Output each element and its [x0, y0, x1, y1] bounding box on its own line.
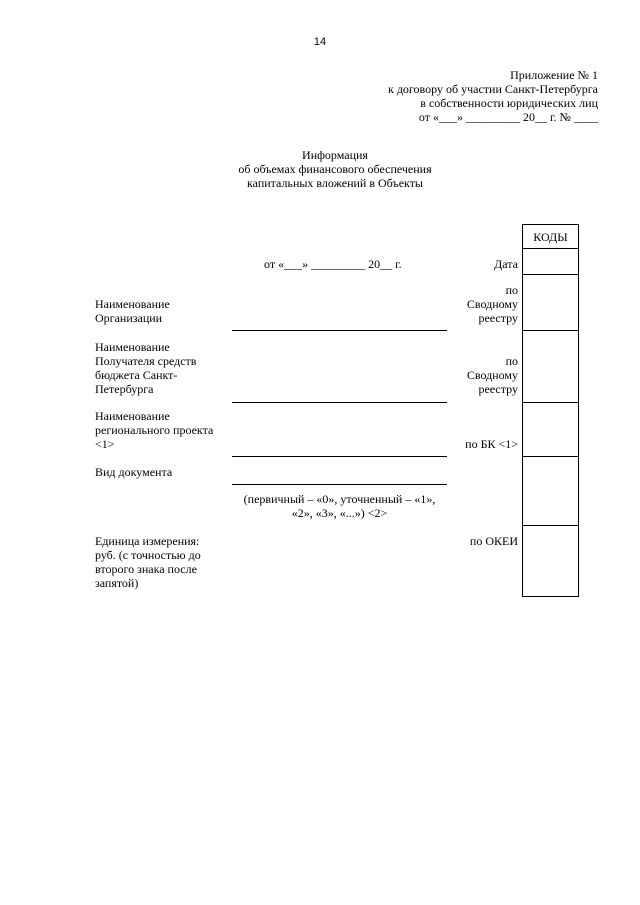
date-label: Дата: [494, 257, 518, 271]
unit-label: [95, 534, 235, 590]
doc-type-label: Вид документа: [95, 465, 173, 479]
codes-divider: [522, 248, 579, 249]
codes-header: КОДЫ: [533, 230, 568, 244]
okei-code-label: по ОКЕИ: [469, 534, 518, 548]
codes-divider: [522, 402, 579, 403]
org-name-label: [95, 297, 235, 325]
codes-divider: [522, 330, 579, 331]
registry-line: реестру: [478, 311, 518, 325]
codes-table: [522, 224, 579, 597]
org-label-line: Наименование: [95, 297, 170, 311]
document-title: [180, 148, 490, 190]
bk-code-label: по БК <1>: [465, 437, 518, 451]
recipient-label-line: бюджета Санкт-: [95, 368, 178, 382]
registry-line: Сводному: [466, 368, 518, 382]
registry-line: по: [505, 354, 518, 368]
recipient-name-label: [95, 340, 235, 396]
registry-line: по: [505, 283, 518, 297]
unit-label-line: Единица измерения:: [95, 534, 200, 548]
recipient-name-field: [232, 402, 447, 403]
project-name-field: [232, 456, 447, 457]
org-name-field: [232, 330, 447, 331]
registry-code-label: [440, 283, 518, 325]
appendix-line-3: в собственности юридических лиц: [420, 96, 598, 110]
page-number: 14: [313, 36, 327, 48]
project-label-line: Наименование: [95, 409, 170, 423]
recipient-label-line: Петербурга: [95, 382, 154, 396]
codes-divider: [522, 525, 579, 526]
project-label-line: регионального проекта: [95, 423, 214, 437]
recipient-label-line: Получателя средств: [95, 354, 197, 368]
appendix-header: [300, 68, 598, 124]
unit-label-line: второго знака после: [95, 562, 197, 576]
unit-label-line: запятой): [95, 576, 139, 590]
org-label-line: Организации: [95, 311, 163, 325]
registry-line: реестру: [478, 382, 518, 396]
registry-line: Сводному: [466, 297, 518, 311]
appendix-line-1: Приложение № 1: [510, 68, 598, 82]
project-name-label: [95, 409, 235, 451]
codes-divider: [522, 274, 579, 275]
codes-divider: [522, 456, 579, 457]
appendix-line-2: к договору об участии Санкт-Петербурга: [388, 82, 598, 96]
project-label-line: <1>: [95, 437, 115, 451]
appendix-line-4: от «___» _________ 20__ г. № ____: [418, 110, 598, 124]
registry-code-label-2: [440, 354, 518, 396]
title-line-3: капитальных вложений в Объекты: [247, 176, 423, 190]
unit-label-line: руб. (с точностью до: [95, 548, 201, 562]
doc-note-line: «2», «3», «...») <2>: [291, 506, 388, 520]
title-line-1: Информация: [302, 148, 368, 162]
title-line-2: об объемах финансового обеспечения: [238, 162, 432, 176]
doc-type-field: [232, 484, 447, 485]
date-line: от «___» _________ 20__ г.: [264, 257, 402, 271]
recipient-label-line: Наименование: [95, 340, 170, 354]
doc-note-line: (первичный – «0», уточненный – «1»,: [243, 492, 436, 506]
doc-type-note: [222, 492, 457, 520]
